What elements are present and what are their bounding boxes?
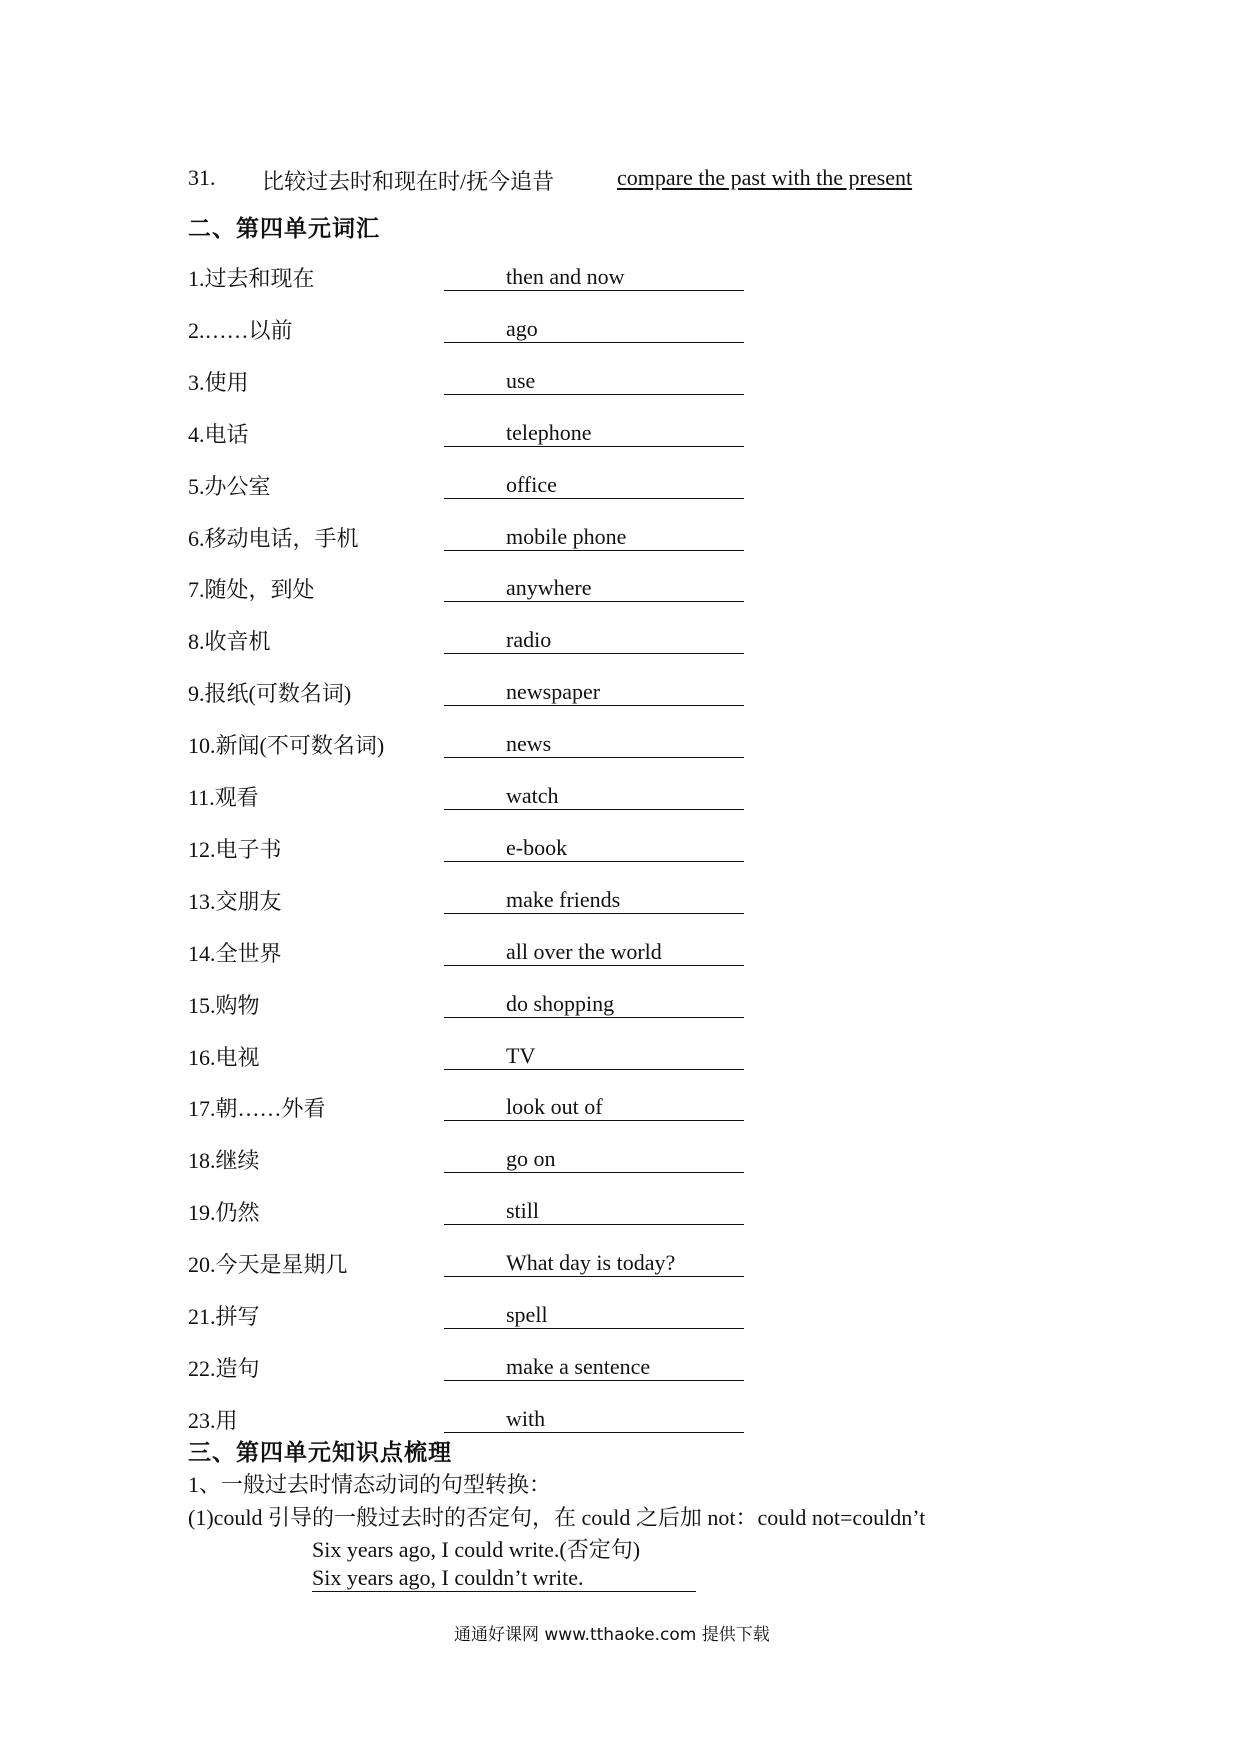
vocab-label: 8.收音机 bbox=[188, 629, 271, 654]
vocab-answer: anywhere bbox=[506, 575, 592, 600]
vocab-answer: with bbox=[506, 1406, 546, 1431]
vocab-answer-line bbox=[444, 731, 744, 758]
vocab-answer: telephone bbox=[506, 420, 592, 445]
vocab-answer-line bbox=[444, 1094, 744, 1121]
vocab-answer: spell bbox=[506, 1302, 548, 1327]
vocab-label: 11.观看 bbox=[188, 785, 259, 810]
item-31-chinese: 比较过去时和现在时/抚今追昔 bbox=[262, 169, 555, 194]
example-answer: Six years ago, I couldn’t write. bbox=[312, 1565, 584, 1590]
vocab-answer-line bbox=[444, 1250, 744, 1277]
vocab-answer-line bbox=[444, 264, 744, 291]
vocab-answer: newspaper bbox=[506, 679, 601, 704]
vocab-answer: e-book bbox=[506, 835, 568, 860]
vocab-label: 14.全世界 bbox=[188, 941, 282, 966]
vocab-answer-line bbox=[444, 991, 744, 1018]
vocab-label: 20.今天是星期几 bbox=[188, 1252, 348, 1277]
vocab-label: 7.随处，到处 bbox=[188, 577, 315, 602]
vocab-answer: use bbox=[506, 368, 536, 393]
vocab-answer: TV bbox=[506, 1043, 536, 1068]
vocab-label: 13.交朋友 bbox=[188, 889, 282, 914]
vocab-answer: mobile phone bbox=[506, 524, 627, 549]
vocab-label: 15.购物 bbox=[188, 993, 260, 1018]
vocab-label: 22.造句 bbox=[188, 1356, 260, 1381]
point-1-heading: 1、一般过去时情态动词的句型转换： bbox=[188, 1472, 552, 1497]
vocab-answer-line bbox=[444, 939, 744, 966]
vocab-answer: news bbox=[506, 731, 552, 756]
section-3-title: 三、第四单元知识点梳理 bbox=[188, 1440, 452, 1466]
item-31-number: 31. bbox=[188, 165, 216, 190]
vocab-answer: make friends bbox=[506, 887, 621, 912]
vocab-answer: What day is today? bbox=[506, 1250, 676, 1275]
vocab-label: 23.用 bbox=[188, 1408, 238, 1433]
vocab-label: 3.使用 bbox=[188, 370, 249, 395]
vocab-label: 17.朝……外看 bbox=[188, 1096, 326, 1121]
vocab-answer-line bbox=[444, 524, 744, 551]
vocab-label: 5.办公室 bbox=[188, 474, 271, 499]
vocab-answer-line bbox=[444, 575, 744, 602]
vocab-label: 12.电子书 bbox=[188, 837, 282, 862]
vocab-label: 19.仍然 bbox=[188, 1200, 260, 1225]
vocab-answer: look out of bbox=[506, 1094, 603, 1119]
section-2-title: 二、第四单元词汇 bbox=[188, 216, 380, 242]
vocab-label: 6.移动电话，手机 bbox=[188, 526, 359, 551]
example-answer-line bbox=[312, 1563, 696, 1592]
vocab-answer-line bbox=[444, 627, 744, 654]
vocab-label: 16.电视 bbox=[188, 1045, 260, 1070]
vocab-label: 2.……以前 bbox=[188, 318, 293, 343]
vocab-answer-line bbox=[444, 472, 744, 499]
example-question: Six years ago, I could write.(否定句) bbox=[312, 1537, 641, 1562]
vocab-answer: go on bbox=[506, 1146, 556, 1171]
vocab-answer: do shopping bbox=[506, 991, 615, 1016]
vocab-answer-line bbox=[444, 368, 744, 395]
vocab-answer-line bbox=[444, 1302, 744, 1329]
vocab-label: 1.过去和现在 bbox=[188, 266, 315, 291]
vocab-answer-line bbox=[444, 679, 744, 706]
vocab-answer: then and now bbox=[506, 264, 625, 289]
vocab-answer-line bbox=[444, 783, 744, 810]
item-31-english: compare the past with the present bbox=[617, 165, 913, 190]
vocab-label: 10.新闻(不可数名词) bbox=[188, 733, 385, 758]
vocab-answer-line bbox=[444, 1198, 744, 1225]
vocab-answer-line bbox=[444, 835, 744, 862]
vocab-answer-line bbox=[444, 887, 744, 914]
point-1-sub: (1)could 引导的一般过去时的否定句，在 could 之后加 not：could not=couldn’t bbox=[188, 1505, 926, 1530]
vocab-answer-line bbox=[444, 1146, 744, 1173]
vocab-answer: make a sentence bbox=[506, 1354, 651, 1379]
vocab-answer: ago bbox=[506, 316, 538, 341]
vocab-answer-line bbox=[444, 1354, 744, 1381]
vocab-label: 18.继续 bbox=[188, 1148, 260, 1173]
vocab-answer-line bbox=[444, 316, 744, 343]
vocab-answer-line bbox=[444, 1406, 744, 1433]
vocab-label: 4.电话 bbox=[188, 422, 249, 447]
vocab-answer: watch bbox=[506, 783, 559, 808]
vocab-answer-line bbox=[444, 420, 744, 447]
vocab-label: 21.拼写 bbox=[188, 1304, 260, 1329]
vocab-answer: still bbox=[506, 1198, 540, 1223]
vocab-answer-line bbox=[444, 1043, 744, 1070]
vocab-answer: office bbox=[506, 472, 557, 497]
vocab-answer: radio bbox=[506, 627, 552, 652]
vocab-answer: all over the world bbox=[506, 939, 662, 964]
vocab-label: 9.报纸(可数名词) bbox=[188, 681, 352, 706]
footer-credit: 通通好课网 www.tthaoke.com 提供下载 bbox=[454, 1625, 770, 1645]
